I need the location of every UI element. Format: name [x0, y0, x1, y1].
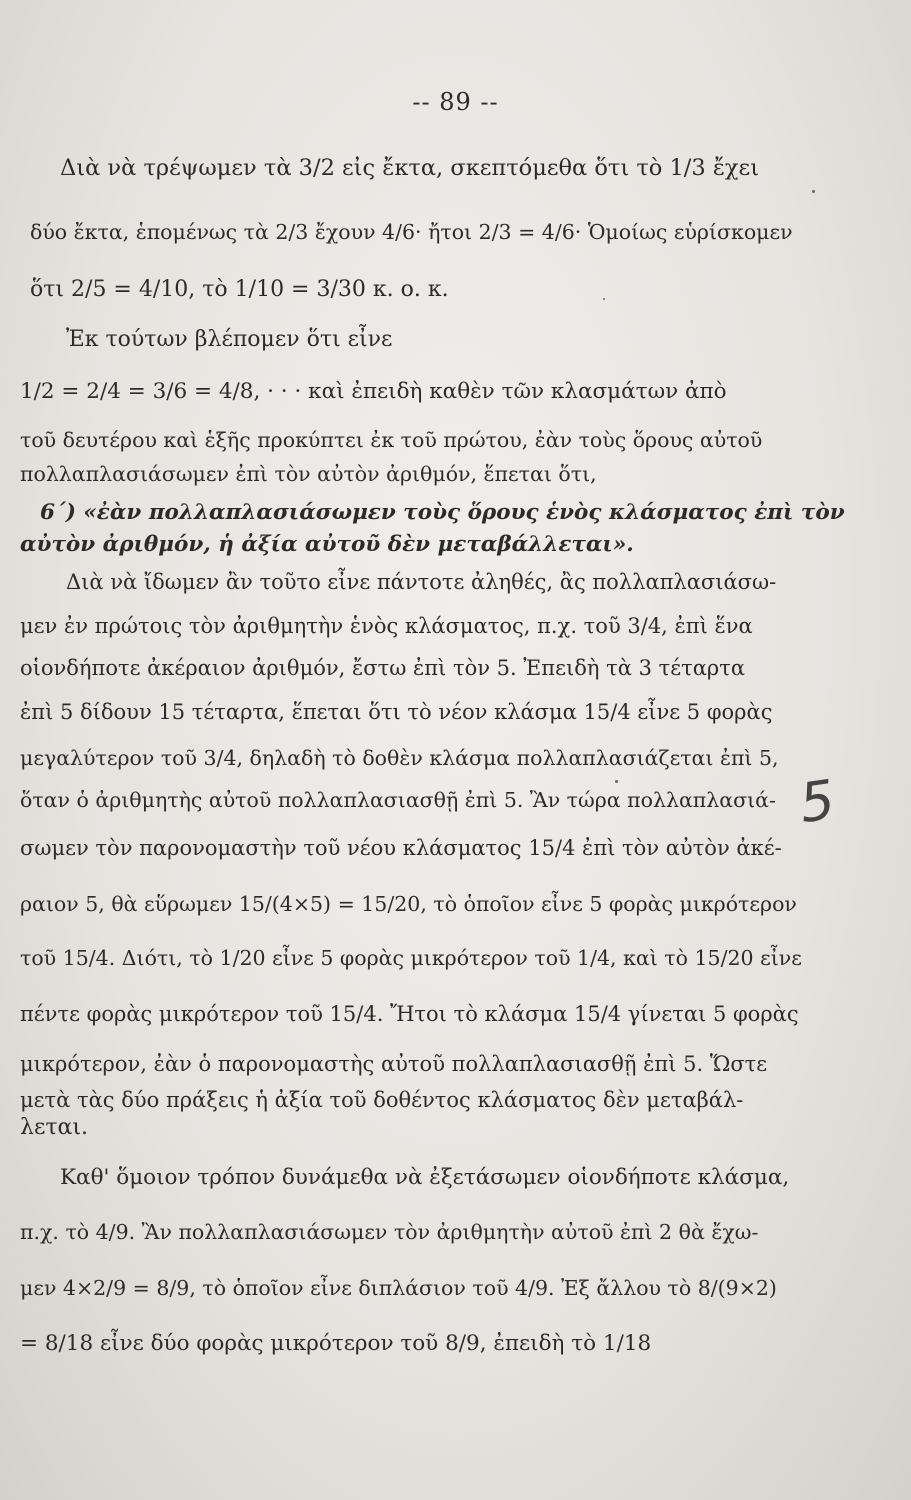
margin-handwritten-note: 5	[795, 767, 839, 836]
text-line-13: ἐπὶ 5 δίδουν 15 τέταρτα, ἕπεται ὅτι τὸ νέον κλάσμα 15/4 εἶνε 5 φορὰς	[20, 700, 773, 724]
paper-speck	[603, 298, 605, 300]
text-line-16: σωμεν τὸν παρονομαστὴν τοῦ νέου κλάσματος 15/4 ἐπὶ τὸν αὐτὸν ἀκέ-	[20, 836, 782, 860]
paper-speck	[615, 780, 618, 783]
text-line-10: Διὰ νὰ ἴδωμεν ἂν τοῦτο εἶνε πάντοτε ἀληθές, ἂς πολλαπλασιάσω-	[66, 570, 777, 594]
text-line-25: μεν 4×2/9 = 8/9, τὸ ὁποῖον εἶνε διπλάσιον τοῦ 4/9. Ἐξ ἄλλου τὸ 8/(9×2)	[20, 1276, 777, 1300]
text-line-26: = 8/18 εἶνε δύο φορὰς μικρότερον τοῦ 8/9, ἐπειδὴ τὸ 1/18	[20, 1331, 652, 1356]
text-line-15: ὅταν ὁ ἀριθμητὴς αὐτοῦ πολλαπλασιασθῇ ἐπὶ 5. Ἂν τώρα πολλαπλασιά-	[20, 788, 776, 812]
text-line-6: τοῦ δευτέρου καὶ ἑξῆς προκύπτει ἐκ τοῦ πρώτου, ἐὰν τοὺς ὅρους αὐτοῦ	[20, 428, 763, 452]
text-line-5: 1/2 = 2/4 = 3/6 = 4/8, · · · καὶ ἐπειδὴ καθὲν τῶν κλασμάτων ἀπὸ	[20, 379, 727, 404]
text-line-12: οἱονδήποτε ἀκέραιον ἀριθμόν, ἔστω ἐπὶ τὸν 5. Ἐπειδὴ τὰ 3 τέταρτα	[20, 656, 746, 680]
text-line-3: ὅτι 2/5 = 4/10, τὸ 1/10 = 3/30 κ. ο. κ.	[30, 277, 449, 302]
text-line-21: μετὰ τὰς δύο πράξεις ἡ ἀξία τοῦ δοθέντος κλάσματος δὲν μεταβάλ-	[20, 1088, 744, 1112]
text-line-20: μικρότερον, ἐὰν ὁ παρονομαστὴς αὐτοῦ πολλαπλασιασθῇ ἐπὶ 5. Ὥστε	[20, 1052, 768, 1076]
text-line-4: Ἐκ τούτων βλέπομεν ὅτι εἶνε	[66, 327, 393, 352]
text-line-7: πολλαπλασιάσωμεν ἐπὶ τὸν αὐτὸν ἀριθμόν, ἕπεται ὅτι,	[20, 462, 597, 486]
text-line-17: ραιον 5, θὰ εὕρωμεν 15/(4×5) = 15/20, τὸ ὁποῖον εἶνε 5 φορὰς μικρότερον	[20, 892, 797, 916]
text-line-23: Καθ' ὅμοιον τρόπον δυνάμεθα νὰ ἐξετάσωμεν οἱονδήποτε κλάσμα,	[60, 1165, 790, 1190]
text-line-1: Διὰ νὰ τρέψωμεν τὰ 3/2 εἰς ἔκτα, σκεπτόμεθα ὅτι τὸ 1/3 ἔχει	[60, 155, 760, 181]
page-number: -- 89 --	[412, 88, 499, 116]
rule-statement-line-1: 6΄) «ἐὰν πολλαπλασιάσωμεν τοὺς ὅρους ἑνὸς κλάσματος ἐπὶ τὸν	[40, 500, 845, 525]
text-line-11: μεν ἐν πρώτοις τὸν ἀριθμητὴν ἑνὸς κλάσματος, π.χ. τοῦ 3/4, ἐπὶ ἕνα	[20, 614, 753, 638]
text-line-14: μεγαλύτερον τοῦ 3/4, δηλαδὴ τὸ δοθὲν κλάσμα πολλαπλασιάζεται ἐπὶ 5,	[20, 746, 779, 770]
rule-statement-line-2: αὐτὸν ἀριθμόν, ἡ ἀξία αὐτοῦ δὲν μεταβάλλεται».	[20, 532, 634, 557]
text-line-19: πέντε φορὰς μικρότερον τοῦ 15/4. Ἤτοι τὸ κλάσμα 15/4 γίνεται 5 φορὰς	[20, 1002, 799, 1026]
text-line-2: δύο ἔκτα, ἑπομένως τὰ 2/3 ἔχουν 4/6· ἤτοι 2/3 = 4/6· Ὁμοίως εὑρίσκομεν	[30, 220, 793, 244]
text-line-18: τοῦ 15/4. Διότι, τὸ 1/20 εἶνε 5 φορὰς μικρότερον τοῦ 1/4, καὶ τὸ 15/20 εἶνε	[20, 946, 802, 970]
paper-speck	[812, 190, 815, 193]
text-line-22: λεται.	[20, 1115, 88, 1140]
text-line-24: π.χ. τὸ 4/9. Ἂν πολλαπλασιάσωμεν τὸν ἀριθμητὴν αὐτοῦ ἐπὶ 2 θὰ ἔχω-	[20, 1220, 759, 1244]
